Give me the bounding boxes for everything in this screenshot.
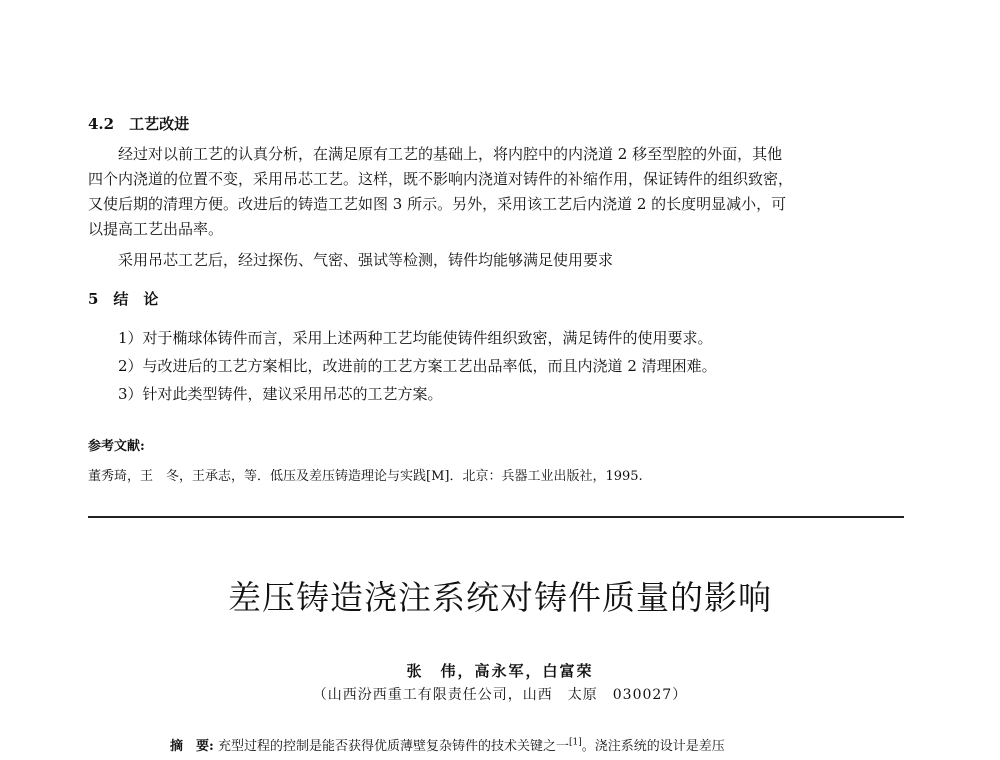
references-heading: 参考文献: [88, 439, 145, 454]
abstract-text: 充型过程的控制是能否获得优质薄壁复杂铸件的技术关键之一 [217, 739, 569, 754]
reference-entry: 董秀琦，王 冬，王承志，等．低压及差压铸造理论与实践[M]．北京：兵器工业出版社，1995. [88, 469, 643, 484]
abstract-label: 摘 要: [170, 739, 214, 754]
section-4-2-heading: 4.2 工艺改进 [88, 115, 190, 133]
abstract-text-continued: 。浇注系统的设计是差压 [581, 739, 725, 754]
article-affiliation: （山西汾西重工有限责任公司，山西 太原 030027） [312, 687, 688, 703]
paragraph-line: 经过对以前工艺的认真分析，在满足原有工艺的基础上，将内腔中的内浇道 2 移至型腔的外面，其他 [118, 145, 783, 163]
abstract-citation: [1] [568, 737, 582, 748]
conclusion-item: 3）针对此类型铸件，建议采用吊芯的工艺方案。 [118, 385, 443, 403]
paragraph-line: 以提高工艺出品率。 [88, 220, 224, 238]
article-title: 差压铸造浇注系统对铸件质量的影响 [228, 578, 772, 617]
section-5-heading: 5 结 论 [88, 290, 159, 308]
abstract-line [170, 736, 725, 758]
paragraph-line: 采用吊芯工艺后，经过探伤、气密、强试等检测，铸件均能够满足使用要求 [118, 251, 614, 269]
conclusion-item: 2）与改进后的工艺方案相比，改进前的工艺方案工艺出品率低，而且内浇道 2 清理困难。 [118, 357, 717, 375]
paragraph-line: 又使后期的清理方便。改进后的铸造工艺如图 3 所示。另外，采用该工艺后内浇道 2 的长度明显减小，可 [88, 195, 787, 213]
article-separator [88, 516, 904, 518]
article-authors: 张 伟，高永军，白富荣 [406, 662, 594, 680]
conclusion-item: 1）对于椭球体铸件而言，采用上述两种工艺均能使铸件组织致密，满足铸件的使用要求。 [118, 329, 713, 347]
paragraph-line: 四个内浇道的位置不变，采用吊芯工艺。这样，既不影响内浇道对铸件的补缩作用，保证铸件的组织致密， [88, 170, 794, 188]
